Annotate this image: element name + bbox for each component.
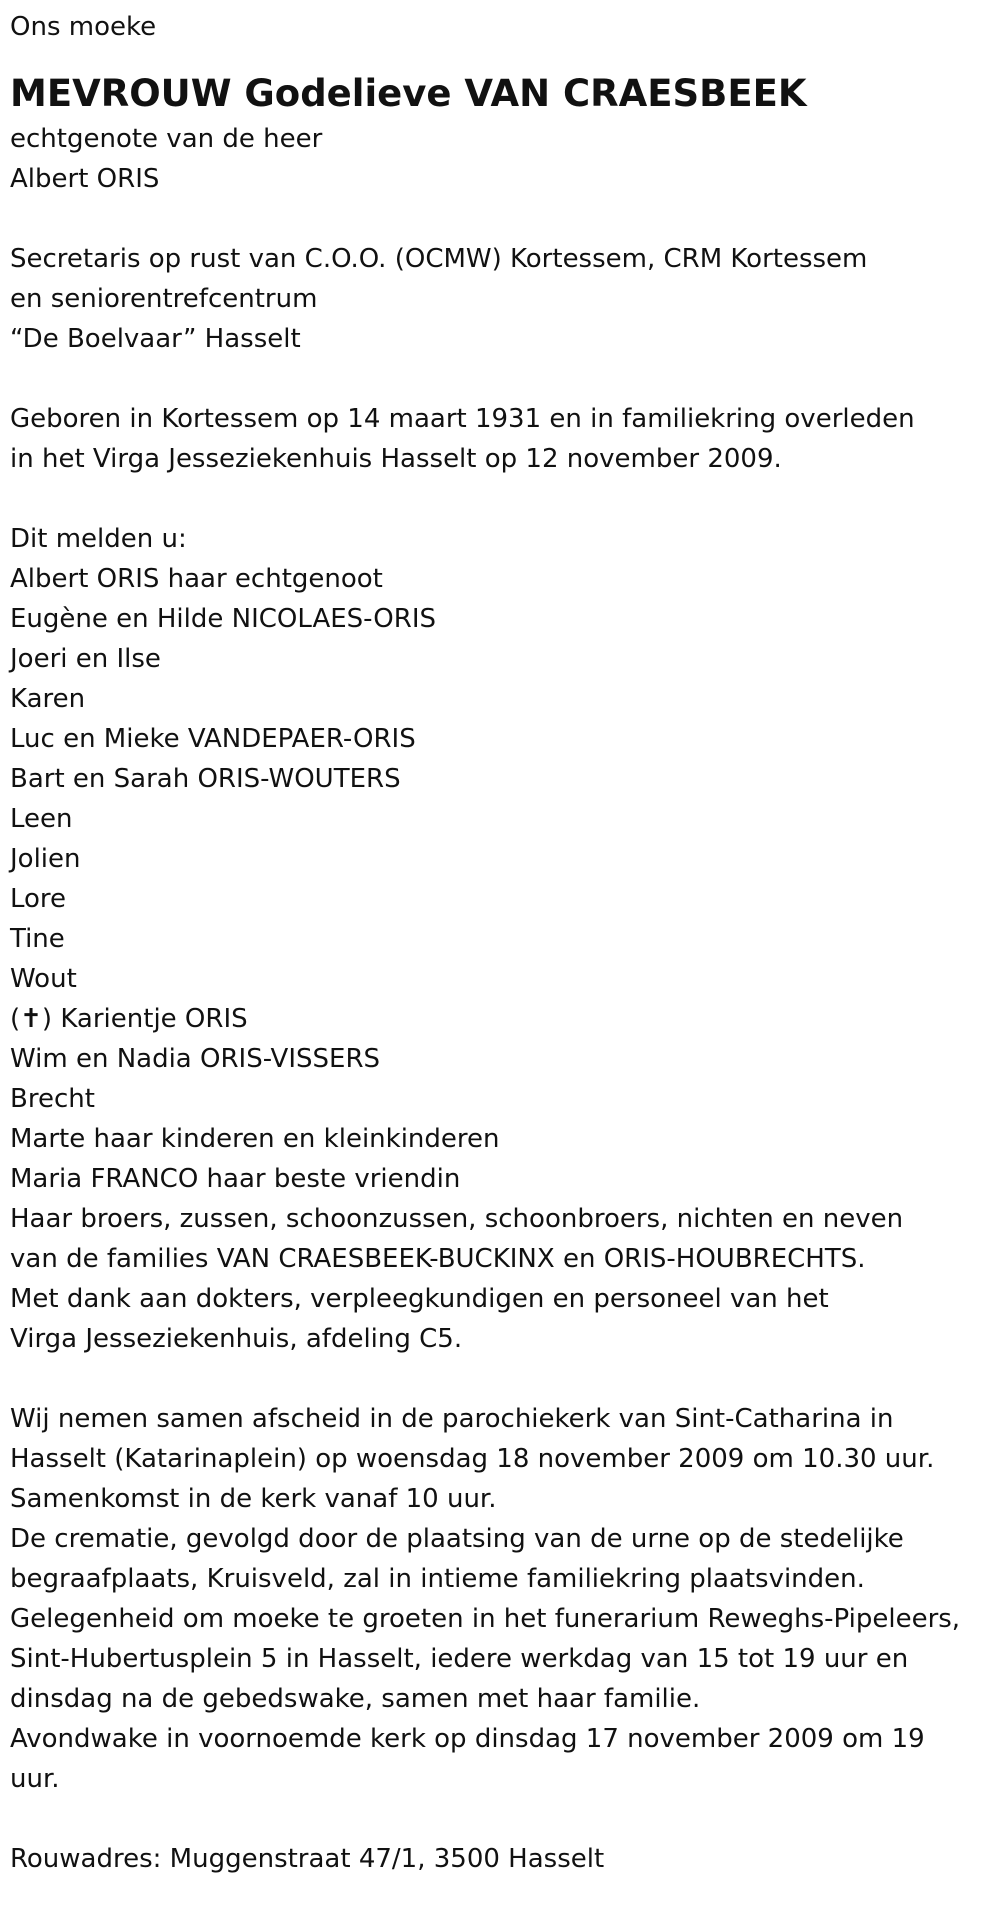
ceremony-line: Hasselt (Katarinaplein) op woensdag 18 november 2009 om 10.30 uur. (10, 1444, 935, 1474)
ceremony-line: uur. (10, 1764, 60, 1794)
spacer (10, 479, 1000, 519)
spacer (10, 47, 1000, 69)
announcers-heading: Dit melden u: (10, 524, 187, 554)
spouse-line: echtgenote van de heer (10, 124, 323, 154)
announcer-line: van de families VAN CRAESBEEK-BUCKINX en ORIS-HOUBRECHTS. (10, 1244, 866, 1274)
announcer-line: Virga Jesseziekenhuis, afdeling C5. (10, 1324, 463, 1354)
ceremony-line: Sint-Hubertusplein 5 in Hasselt, iedere werkdag van 15 tot 19 uur en (10, 1644, 909, 1674)
announcer-line: Marte haar kinderen en kleinkinderen (10, 1124, 500, 1154)
announcer-line: Haar broers, zussen, schoonzussen, schoonbroers, nichten en neven (10, 1204, 904, 1234)
intro-line: Ons moeke (10, 12, 157, 42)
announcer-line: Lore (10, 884, 67, 914)
career-line: Secretaris op rust van C.O.O. (OCMW) Kortessem, CRM Kortessem (10, 244, 868, 274)
announcer-line: Leen (10, 804, 73, 834)
announcer-line: Met dank aan dokters, verpleegkundigen en personeel van het (10, 1284, 829, 1314)
ceremony-line: Avondwake in voornoemde kerk op dinsdag 17 november 2009 om 19 (10, 1724, 925, 1754)
ceremony-line: Wij nemen samen afscheid in de parochiekerk van Sint-Catharina in (10, 1404, 894, 1434)
announcer-line: Jolien (10, 844, 81, 874)
ceremony-line: Gelegenheid om moeke te groeten in het funerarium Reweghs-Pipeleers, (10, 1604, 961, 1634)
ceremony-line: Samenkomst in de kerk vanaf 10 uur. (10, 1484, 497, 1514)
announcer-line: Albert ORIS haar echtgenoot (10, 564, 383, 594)
birth-death-line: Geboren in Kortessem op 14 maart 1931 en in familiekring overleden (10, 404, 915, 434)
announcer-line: Karen (10, 684, 86, 714)
spacer (10, 1799, 1000, 1839)
announcer-line: Bart en Sarah ORIS-WOUTERS (10, 764, 401, 794)
spacer (10, 1359, 1000, 1399)
birth-death-line: in het Virga Jesseziekenhuis Hasselt op 12 november 2009. (10, 444, 782, 474)
career-line: “De Boelvaar” Hasselt (10, 324, 301, 354)
ceremony-line: De crematie, gevolgd door de plaatsing van de urne op de stedelijke (10, 1524, 904, 1554)
spouse-line: Albert ORIS (10, 164, 160, 194)
announcer-line: Maria FRANCO haar beste vriendin (10, 1164, 461, 1194)
announcer-line: Eugène en Hilde NICOLAES-ORIS (10, 604, 436, 634)
ceremony-line: dinsdag na de gebedswake, samen met haar familie. (10, 1684, 701, 1714)
spacer (10, 199, 1000, 239)
spacer (10, 359, 1000, 399)
announcer-line: Joeri en Ilse (10, 644, 161, 674)
announcer-line: (✝) Karientje ORIS (10, 1004, 248, 1034)
career-line: en seniorentrefcentrum (10, 284, 318, 314)
mourning-address: Rouwadres: Muggenstraat 47/1, 3500 Hasselt (10, 1844, 605, 1874)
ceremony-line: begraafplaats, Kruisveld, zal in intieme familiekring plaatsvinden. (10, 1564, 865, 1594)
announcer-line: Wim en Nadia ORIS-VISSERS (10, 1044, 381, 1074)
deceased-name: MEVROUW Godelieve VAN CRAESBEEK (10, 72, 807, 115)
announcer-line: Brecht (10, 1084, 95, 1114)
announcer-line: Wout (10, 964, 77, 994)
announcer-line: Tine (10, 924, 65, 954)
announcer-line: Luc en Mieke VANDEPAER-ORIS (10, 724, 416, 754)
